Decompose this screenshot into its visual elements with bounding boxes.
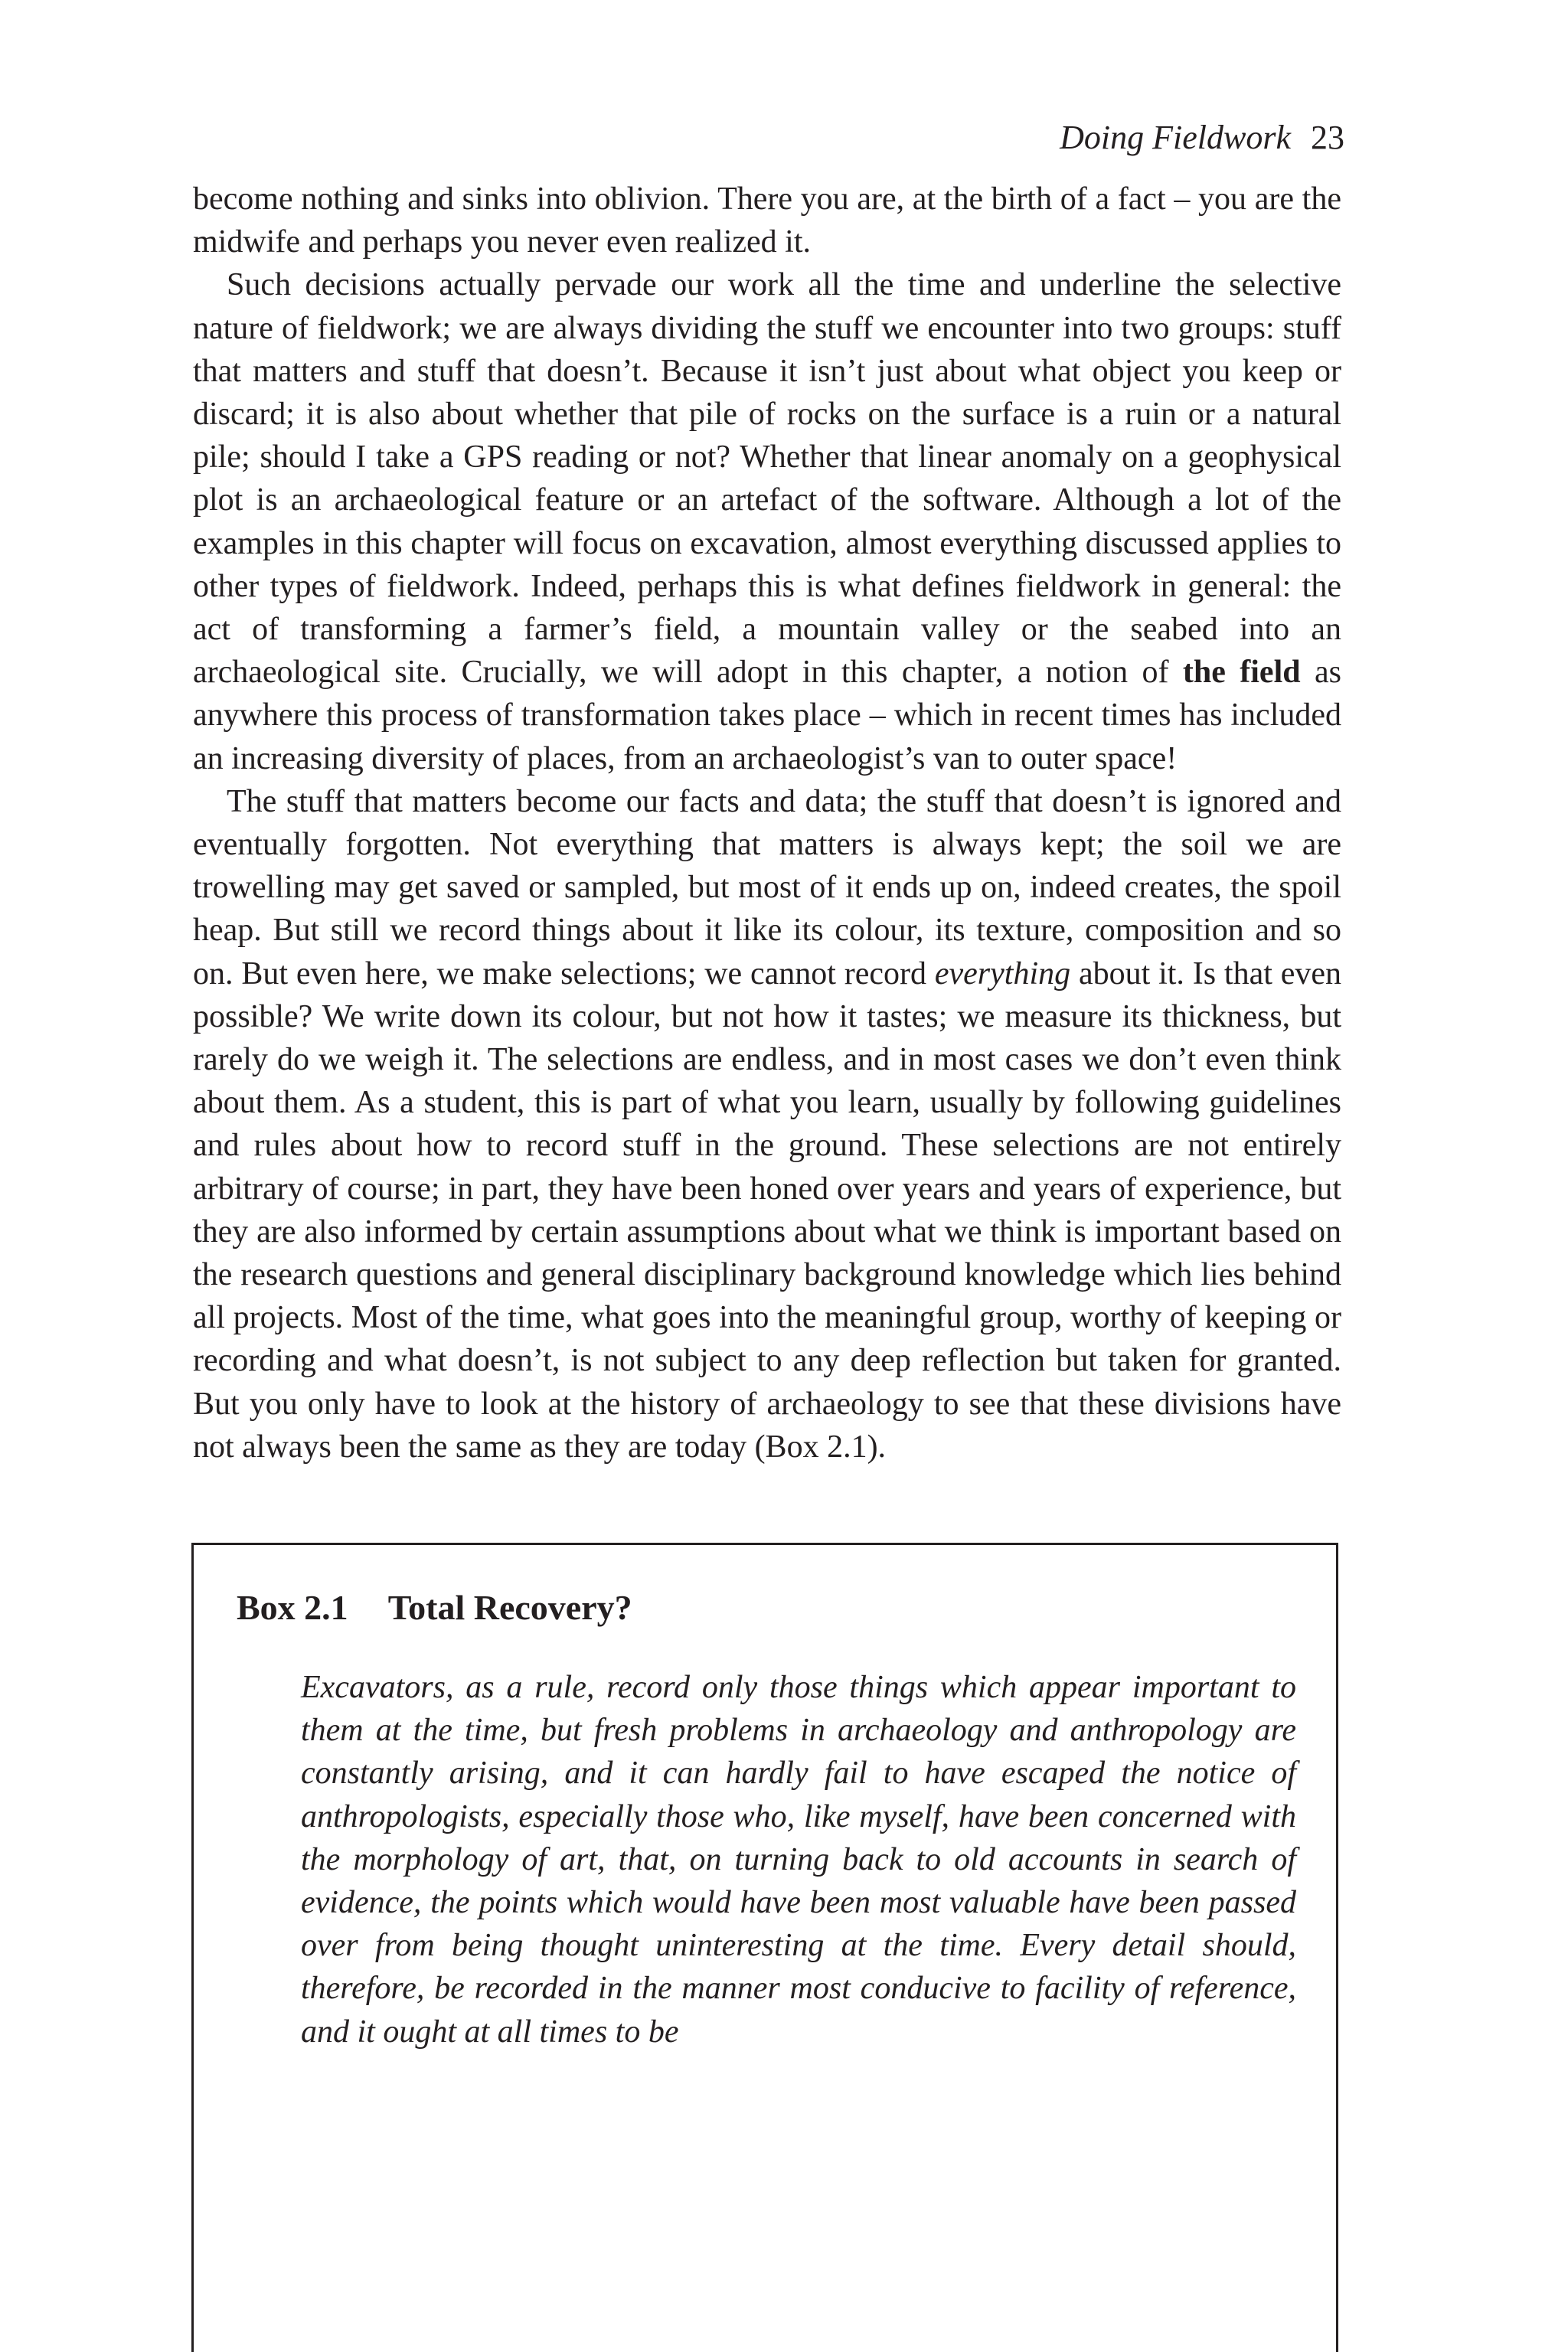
paragraph-stuff-that-matters (193, 780, 1341, 1468)
box-label: Box 2.1 (237, 1588, 348, 1627)
emphasis-everything: everything (934, 956, 1071, 991)
paragraph-decisions-text-end: as anywhere this process of transformation takes place – which in recent times has included an increasing diversity of places, from an archaeologist’s van to outer space! (193, 655, 1342, 776)
paragraph-decisions (193, 263, 1341, 779)
box-heading (237, 1585, 632, 1631)
running-head (1060, 115, 1344, 161)
box-2-1 (191, 1543, 1338, 2352)
box-quote: Excavators, as a rule, record only those things which appear important to them at the time, but fresh problems in archaeology and anthropology are constantly arising, and it can hardly fail to have escaped the notice of anthropologists, especially those who, like myself, have been concerned with the morphology of art, that, on turning back to old accounts in search of evidence, the points which would have been most valuable have been passed over from being thought uninteresting at the time. Every detail should, therefore, be recorded in the manner most conducive to facility of reference, and it ought at all times to be (301, 1670, 1296, 2050)
paragraph-decisions-text: Such decisions actually pervade our work all the time and underline the selective nature of fieldwork; we are always dividing the stuff we encounter into two groups: stuff that matters and stuff that doesn’t. Because it isn’t just about what object you keep or discard; it is also about whether that pile of rocks on the surface is a ruin or a natural pile; should I take a GPS reading or not? Whether that linear anomaly on a geophysical plot is an archaeological feature or an artefact of the software. Although a lot of the examples in this chapter will focus on excavation, almost everything discussed applies to other types of fieldwork. Indeed, perhaps this is what defines fieldwork in general: the act of transforming a farmer’s field, a mountain valley or the seabed into an archaeological site. Crucially, we will adopt in this chapter, a notion of (193, 267, 1341, 691)
body-text (193, 178, 1341, 1468)
paragraph-stuff-text: The stuff that matters become our facts and data; the stuff that doesn’t is ignored and eventually forgotten. Not everything that matters is always kept; the soil we are trowelling may get saved or sampled, but most of it ends up on, indeed creates, the spoil heap. But still we record things about it like its colour, its texture, composition and so on. But even here, we make selections; we cannot record (193, 783, 1341, 991)
box-title: Total Recovery? (387, 1588, 632, 1627)
page-number: 23 (1311, 119, 1344, 156)
paragraph-stuff-text-end: about it. Is that even possible? We write down its colour, but not how it tastes; we measure its thickness, but rarely do we weigh it. The selections are endless, and in most cases we don’t even think about them. As a student, this is part of what you learn, usually by following guidelines and rules about how to record stuff in the ground. These selections are not entirely arbitrary of course; in part, they have been honed over years and years of experience, but they are also informed by certain assumptions about what we think is important based on the research questions and general disciplinary background knowledge which lies behind all projects. Most of the time, what goes into the meaningful group, worthy of keeping or recording and what doesn’t, is not subject to any deep reflection but taken for granted. But you only have to look at the history of archaeology to see that these divisions have not always been the same as they are today (Box 2.1). (193, 956, 1341, 1465)
running-head-title: Doing Fieldwork (1060, 119, 1291, 156)
key-term-the-field: the field (1182, 655, 1301, 691)
paragraph-continued: become nothing and sinks into oblivion. There you are, at the birth of a fact – you are the midwife and perhaps you never even realized it. (193, 181, 1341, 260)
